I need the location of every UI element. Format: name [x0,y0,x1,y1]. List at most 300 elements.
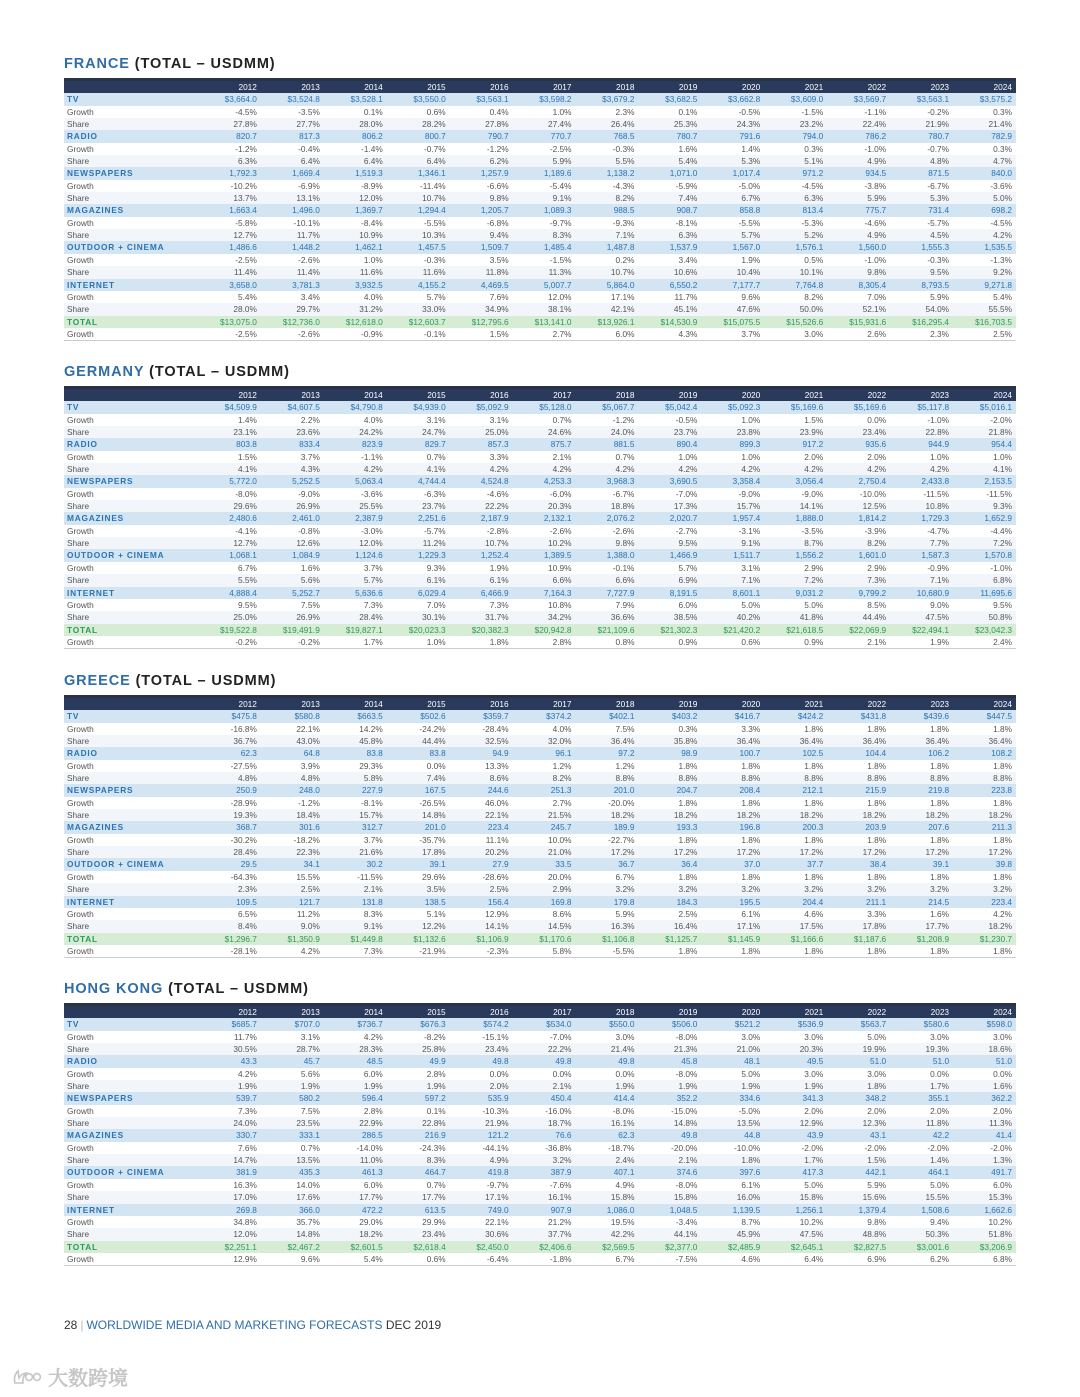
table-cell: $563.7 [827,1018,890,1030]
table-cell: -11.4% [420,180,446,191]
row-label: Share [64,611,198,623]
country-name: FRANCE [64,56,130,72]
table-cell: 10.6% [638,266,701,278]
share-row [64,229,1016,241]
table-cell: 12.9% [198,1253,261,1266]
table-cell: 0.7% [300,1142,320,1153]
table-cell: 121.2 [450,1129,513,1141]
category-row-radio [64,747,1016,759]
table-cell: 1.8% [804,760,824,771]
row-label: NEWSPAPERS [64,784,198,796]
table-cell: 7.6% [489,291,509,302]
year-header: 2017 [513,1006,576,1018]
table-cell: 27.4% [513,118,576,130]
growth-row [64,723,1016,735]
table-cell: -7.0% [675,488,698,499]
table-cell: 211.3 [953,821,1016,833]
table-cell: -6.0% [549,488,572,499]
table-cell: 698.2 [953,204,1016,216]
table-cell: -10.2% [230,180,257,191]
table-cell: 1.8% [804,834,824,845]
table-cell: 51.8% [953,1228,1016,1240]
table-cell: 49.8 [576,1055,639,1067]
table-cell: -1.2% [612,414,635,425]
table-cell: 24.2% [324,426,387,438]
row-label: Growth [67,871,94,882]
table-cell: 102.5 [764,747,827,759]
table-cell: 8,305.4 [827,279,890,291]
table-cell: 52.1% [827,303,890,315]
year-header-row [64,1006,1016,1018]
year-header: 2024 [953,389,1016,401]
table-cell: $12,736.0 [261,316,324,328]
table-cell: 12.2% [387,920,450,932]
table-cell: 23.9% [764,426,827,438]
header-label [64,81,198,93]
table-cell: 23.1% [198,426,261,438]
table-cell: 3.0% [804,1031,824,1042]
year-header: 2016 [450,1006,513,1018]
table-cell: -2.5% [549,143,572,154]
table-cell: 6.3% [638,229,701,241]
table-cell: 0.2% [615,254,635,265]
table-cell: $2,618.4 [387,1241,450,1253]
table-cell: 833.4 [261,438,324,450]
table-cell: 26.9% [261,611,324,623]
table-cell: 94.9 [450,747,513,759]
table-cell: 24.3% [701,118,764,130]
row-label: Share [64,772,198,784]
table-cell: 5.4% [993,291,1012,302]
table-cell: 6.2% [890,1253,953,1266]
table-cell: $3,609.0 [764,93,827,105]
table-cell: 211.1 [827,896,890,908]
table-cell: 871.5 [890,167,953,179]
table-cell: -8.1% [361,797,383,808]
table-cell: -5.7% [424,525,446,536]
table-cell: 381.9 [198,1166,261,1178]
table-cell: 17.6% [261,1191,324,1203]
table-cell: $2,251.1 [198,1241,261,1253]
title-suffix: (TOTAL – USDMM) [135,673,277,689]
publication-title: WORLDWIDE MEDIA AND MARKETING FORECASTS [86,1318,383,1332]
table-cell: 4.0% [552,723,572,734]
row-label: TOTAL [64,316,198,328]
table-cell: -0.2% [261,636,324,649]
table-cell: 2,480.6 [198,512,261,524]
row-label: Growth [67,1031,94,1042]
table-cell: 1.8% [741,834,761,845]
table-cell: 3.0% [615,1031,635,1042]
table-cell: 6.8% [953,1253,1016,1266]
table-cell: -44.1% [482,1142,509,1153]
growth-row [64,451,1016,463]
table-cell: 203.9 [827,821,890,833]
table-cell: 971.2 [764,167,827,179]
table-cell: -7.5% [638,1253,701,1266]
table-cell: 1.5% [450,328,513,341]
table-cell: 7.9% [615,599,635,610]
table-cell: 2.1% [552,451,572,462]
table-cell: -5.5% [738,217,761,228]
table-cell: 820.7 [198,130,261,142]
share-row [64,1117,1016,1129]
table-cell: $534.0 [513,1018,576,1030]
table-cell: 29.5 [198,858,261,870]
table-cell: 596.4 [324,1092,387,1104]
table-cell: 464.1 [890,1166,953,1178]
table-cell: -8.0% [612,1105,635,1116]
table-cell: 36.7% [198,735,261,747]
table-cell: -2.6% [261,328,324,341]
year-header: 2013 [261,698,324,710]
table-cell: -7.0% [549,1031,572,1042]
growth-row [64,871,1016,883]
table-cell: -0.7% [927,143,950,154]
table-cell: 10.2% [513,537,576,549]
share-row [64,1080,1016,1092]
year-header: 2019 [638,389,701,401]
table-cell: -5.5% [424,217,446,228]
table-cell: 312.7 [324,821,387,833]
table-cell: 12.0% [198,1228,261,1240]
table-cell: 17.5% [764,920,827,932]
table-cell: 109.5 [198,896,261,908]
table-cell: 4.8% [890,155,953,167]
row-label: Growth [67,1216,94,1227]
table-cell: 45.9% [701,1228,764,1240]
table-cell: 3.2% [890,883,953,895]
table-cell: 14.0% [296,1179,320,1190]
table-cell: 4.6% [701,1253,764,1266]
table-cell: 23.8% [701,426,764,438]
table-cell: 11.6% [387,266,450,278]
table-cell: -4.5% [990,217,1012,228]
year-header: 2014 [324,81,387,93]
table-cell: 1.9% [198,1080,261,1092]
table-cell: 1,511.7 [701,549,764,561]
table-cell: -1.8% [513,1253,576,1266]
table-cell: 10.2% [799,1216,824,1227]
table-cell: 4.2% [238,1068,257,1079]
category-row-outdoor-cinema [64,858,1016,870]
year-header: 2012 [198,81,261,93]
table-cell: $22,069.9 [827,624,890,636]
table-cell: 8.7% [764,537,827,549]
table-cell: -6.7% [927,180,950,191]
year-header: 2014 [324,698,387,710]
table-cell: 6.1% [387,574,450,586]
table-cell: 17.2% [576,846,639,858]
table-cell: 7.3% [827,574,890,586]
table-cell: -10.1% [293,217,320,228]
table-cell: 6.0% [678,599,698,610]
table-cell: $580.8 [261,710,324,722]
table-cell: -9.7% [549,217,572,228]
table-cell: 16.0% [701,1191,764,1203]
table-cell: -36.8% [545,1142,572,1153]
table-cell: 21.4% [576,1043,639,1055]
table-cell: $3,524.8 [261,93,324,105]
table-cell: 1.9% [261,1080,324,1092]
table-cell: 5.3% [701,155,764,167]
table-cell: 597.2 [387,1092,450,1104]
table-cell: 49.8 [638,1129,701,1141]
table-cell: $1,208.9 [890,933,953,945]
table-cell: 1.0% [930,451,950,462]
row-label: Growth [67,1179,94,1190]
share-row [64,500,1016,512]
year-header: 2022 [827,81,890,93]
row-label: Share [64,192,198,204]
table-cell: 5.0% [741,599,761,610]
table-cell: 2,076.2 [576,512,639,524]
table-cell: 1.7% [764,1154,827,1166]
table-cell: 1.8% [867,760,887,771]
table-cell: -5.4% [549,180,572,191]
table-cell: 1.8% [890,945,953,958]
table-cell: 535.9 [450,1092,513,1104]
table-cell: 138.5 [387,896,450,908]
table-cell: 28.0% [198,303,261,315]
table-cell: 5.5% [198,574,261,586]
table-cell: 18.2% [953,809,1016,821]
row-label: INTERNET [64,587,198,599]
table-cell: -4.7% [927,525,950,536]
section-germany [64,364,1016,649]
year-header: 2012 [198,698,261,710]
year-header: 2023 [890,1006,953,1018]
table-cell: 9.5% [638,537,701,549]
table-cell: 29.3% [359,760,383,771]
table-cell: 330.7 [198,1129,261,1141]
share-row [64,735,1016,747]
table-cell: 794.0 [764,130,827,142]
table-cell: -1.2% [298,797,320,808]
table-cell: $13,141.0 [513,316,576,328]
row-label: Share [64,920,198,932]
table-cell: -2.7% [675,525,698,536]
category-row-radio [64,1055,1016,1067]
row-label: Growth [67,723,94,734]
share-row [64,1191,1016,1203]
row-label: INTERNET [64,279,198,291]
table-cell: 1.0% [552,106,572,117]
row-label: Growth [67,525,94,536]
section-greece [64,673,1016,958]
table-cell: 21.8% [953,426,1016,438]
year-header: 2018 [576,81,639,93]
table-cell: $439.6 [890,710,953,722]
table-cell: 3.0% [741,1031,761,1042]
table-cell: 50.3% [890,1228,953,1240]
category-row-tv [64,401,1016,413]
table-cell: 45.7 [261,1055,324,1067]
table-cell: 4.0% [363,414,383,425]
table-cell: $550.0 [576,1018,639,1030]
table-cell: -1.1% [864,106,887,117]
table-cell: -0.4% [298,143,320,154]
table-cell: 25.3% [638,118,701,130]
table-cell: -9.3% [612,217,635,228]
table-cell: 11.2% [296,908,320,919]
table-cell: 10.7% [450,537,513,549]
table-cell: 4.1% [953,463,1016,475]
year-header: 2019 [638,698,701,710]
table-cell: 1,663.4 [198,204,261,216]
table-cell: 0.9% [764,636,827,649]
table-cell: 5.0% [741,1068,761,1079]
table-cell: 2.0% [450,1080,513,1092]
table-cell: 17.2% [890,846,953,858]
table-cell: 8.2% [513,772,576,784]
row-label: Share [64,1043,198,1055]
table-cell: 43.9 [764,1129,827,1141]
growth-row [64,488,1016,500]
table-cell: 184.3 [638,896,701,908]
table-cell: 6.9% [638,574,701,586]
table-cell: $3,206.9 [953,1241,1016,1253]
table-cell: 17.7% [890,920,953,932]
table-cell: 0.6% [387,1253,450,1266]
table-cell: 42.2 [890,1129,953,1141]
table-cell: $402.1 [576,710,639,722]
table-cell: 4.2% [450,463,513,475]
table-cell: 7.4% [387,772,450,784]
table-cell: 35.7% [296,1216,320,1227]
table-cell: 5.5% [576,155,639,167]
table-cell: 7.0% [426,599,446,610]
table-cell: 2.0% [867,1105,887,1116]
year-header: 2018 [576,389,639,401]
row-label: MAGAZINES [64,512,198,524]
table-cell: 4.6% [804,908,824,919]
table-cell: 1.8% [678,871,698,882]
year-header: 2016 [450,698,513,710]
table-cell: -4.1% [235,525,257,536]
table-cell: $4,607.5 [261,401,324,413]
table-cell: -26.5% [419,797,446,808]
table-cell: 36.6% [576,611,639,623]
table-cell: 0.0% [930,1068,950,1079]
table-cell: 1.9% [324,1080,387,1092]
data-table [64,81,1016,341]
table-cell: 2.7% [552,797,572,808]
table-cell: -24.2% [419,723,446,734]
year-header: 2020 [701,389,764,401]
table-cell: -2.0% [864,1142,887,1153]
category-row-magazines [64,1129,1016,1141]
table-cell: 1.8% [764,945,827,958]
table-cell: -5.5% [576,945,639,958]
table-cell: 22.2% [450,500,513,512]
table-cell: 6.6% [513,574,576,586]
total-growth-row [64,636,1016,649]
table-cell: 22.3% [261,846,324,858]
table-cell: 5.9% [513,155,576,167]
table-cell: 1,457.5 [387,241,450,253]
growth-row [64,1105,1016,1117]
table-cell: 857.3 [450,438,513,450]
table-cell: 12.0% [548,291,572,302]
year-header: 2015 [387,389,450,401]
table-cell: 1.3% [953,1154,1016,1166]
table-cell: $13,926.1 [576,316,639,328]
table-cell: 62.3 [576,1129,639,1141]
table-cell: 2,461.0 [261,512,324,524]
year-header: 2020 [701,1006,764,1018]
table-cell: 3.0% [764,328,827,341]
share-row [64,772,1016,784]
table-cell: 1.6% [930,908,950,919]
table-cell: 1,205.7 [450,204,513,216]
table-cell: 2,132.1 [513,512,576,524]
table-cell: 7,764.8 [764,279,827,291]
table-cell: $5,092.3 [701,401,764,413]
table-cell: 23.4% [827,426,890,438]
table-cell: -8.9% [361,180,383,191]
table-cell: 212.1 [764,784,827,796]
year-header: 2015 [387,1006,450,1018]
table-cell: 749.0 [450,1204,513,1216]
table-cell: 10.1% [764,266,827,278]
table-cell: 49.9 [387,1055,450,1067]
table-cell: 6.4% [261,155,324,167]
table-cell: 387.9 [513,1166,576,1178]
table-cell: 935.6 [827,438,890,450]
table-cell: 1.8% [867,834,887,845]
row-label: Growth [67,451,94,462]
table-cell: 7.3% [238,1105,257,1116]
row-label: Growth [67,908,94,919]
table-cell: 42.1% [576,303,639,315]
table-cell: $4,509.9 [198,401,261,413]
table-cell: 5.0% [930,1179,950,1190]
table-cell: 64.8 [261,747,324,759]
table-cell: 33.5 [513,858,576,870]
table-cell: 899.3 [701,438,764,450]
table-cell: 21.4% [953,118,1016,130]
table-cell: $12,603.7 [387,316,450,328]
table-cell: 1.6% [300,562,320,573]
table-cell: $3,682.5 [638,93,701,105]
table-cell: 25.8% [387,1043,450,1055]
table-cell: 216.9 [387,1129,450,1141]
table-cell: 38.1% [513,303,576,315]
table-cell: 7.2% [764,574,827,586]
table-cell: 34.1 [261,858,324,870]
table-cell: 8.2% [804,291,824,302]
table-cell: 44.4% [827,611,890,623]
year-header: 2021 [764,81,827,93]
table-cell: 15.8% [576,1191,639,1203]
table-cell: 13.1% [261,192,324,204]
category-row-radio [64,130,1016,142]
table-cell: 131.8 [324,896,387,908]
table-cell: 47.6% [701,303,764,315]
share-row [64,611,1016,623]
table-cell: 1,089.3 [513,204,576,216]
table-cell: 2.2% [300,414,320,425]
table-cell: 2.0% [993,1105,1012,1116]
table-cell: 3.7% [363,834,383,845]
table-cell: 368.7 [198,821,261,833]
table-cell: 12.9% [485,908,509,919]
table-cell: -11.5% [986,488,1012,499]
row-label: OUTDOOR + CINEMA [64,549,198,561]
table-cell: 5.1% [764,155,827,167]
table-cell: 223.8 [953,784,1016,796]
